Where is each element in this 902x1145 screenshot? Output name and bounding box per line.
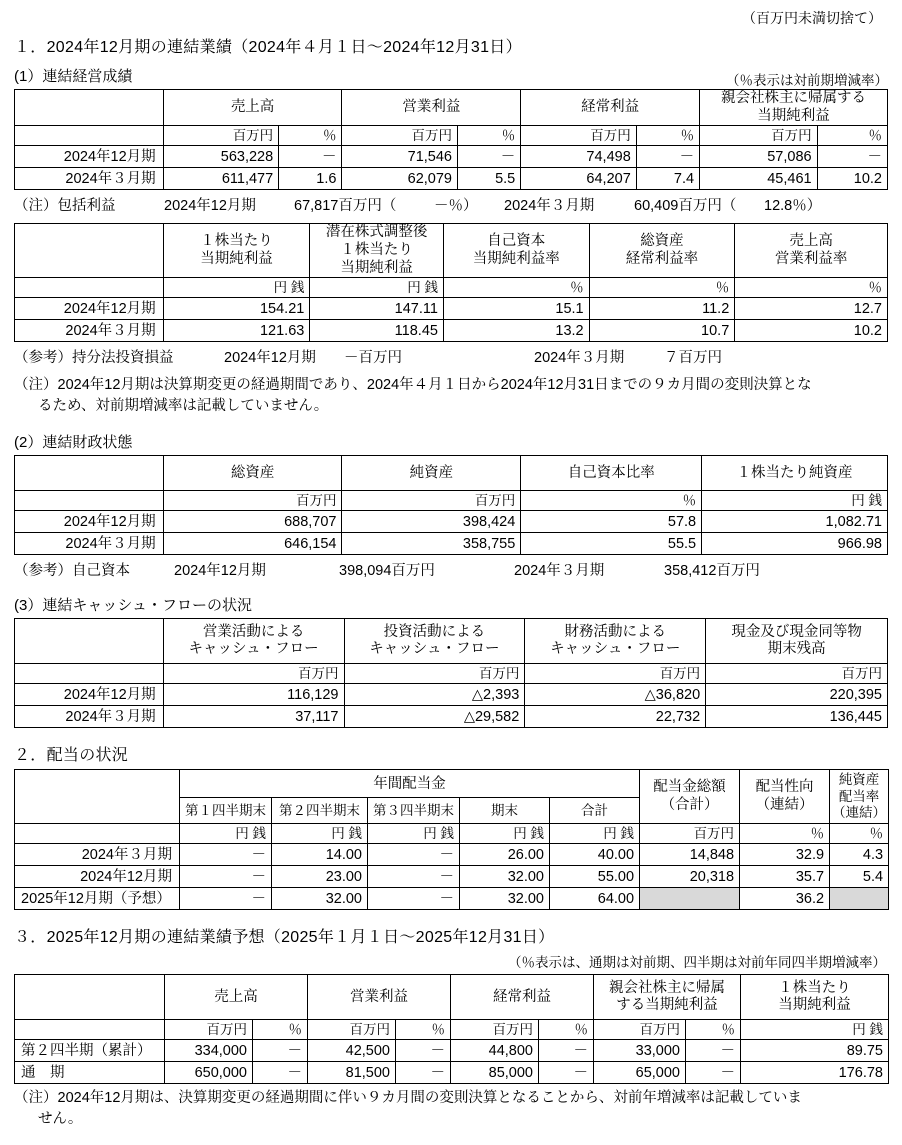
unit-0: 百万円 bbox=[165, 1020, 253, 1040]
cell: 57,086 bbox=[700, 146, 818, 168]
table-header-row bbox=[15, 456, 888, 491]
cell: 64,207 bbox=[521, 168, 637, 190]
cell: － bbox=[180, 866, 272, 888]
cell: 22,732 bbox=[525, 706, 706, 728]
unit-6: 百万円 bbox=[594, 1020, 686, 1040]
header-net-assets: 純資産 bbox=[342, 456, 521, 491]
cell: － bbox=[253, 1062, 308, 1084]
header-doe-line3: （連結） bbox=[832, 805, 887, 821]
cell: 35.7 bbox=[740, 866, 830, 888]
unit-blank bbox=[15, 664, 164, 684]
header-ordinary-income: 経常利益 bbox=[451, 975, 594, 1020]
note-lead: （参考）自己資本 bbox=[14, 563, 130, 580]
row-label: 2024年12月期 bbox=[15, 866, 180, 888]
header-net-income-line2: 当期純利益 bbox=[757, 107, 830, 124]
header-net-income bbox=[700, 90, 888, 126]
header-q1-end: 第１四半期末 bbox=[180, 798, 272, 824]
cell: 10.2 bbox=[817, 168, 887, 190]
cell: － bbox=[368, 866, 460, 888]
cell: 13.2 bbox=[443, 320, 589, 342]
cell: 154.21 bbox=[163, 298, 310, 320]
note-period-2: 2024年３月期 bbox=[534, 350, 625, 367]
unit-4: 百万円 bbox=[521, 126, 637, 146]
cell: 334,000 bbox=[165, 1040, 253, 1062]
cell: 147.11 bbox=[310, 298, 444, 320]
section-1-footnote-line2: るため、対前期増減率は記載していません。 bbox=[38, 398, 329, 415]
header-eps bbox=[163, 224, 310, 278]
table-unit-row bbox=[15, 278, 888, 298]
table-unit-row bbox=[15, 1020, 889, 1040]
table-row bbox=[15, 168, 888, 190]
cell: 5.5 bbox=[457, 168, 520, 190]
table-header-row bbox=[15, 224, 888, 278]
cell: 23.00 bbox=[272, 866, 368, 888]
table-header-row bbox=[15, 90, 888, 126]
note-period-2: 2024年３月期 bbox=[514, 563, 605, 580]
cell: － bbox=[180, 844, 272, 866]
cell: 11.2 bbox=[589, 298, 735, 320]
header-net-sales: 売上高 bbox=[165, 975, 308, 1020]
cell: △2,393 bbox=[344, 684, 525, 706]
cell: 64.00 bbox=[550, 888, 640, 910]
cell: 14,848 bbox=[640, 844, 740, 866]
cell: 563,228 bbox=[163, 146, 279, 168]
header-total-dividends bbox=[640, 770, 740, 824]
cell: 71,546 bbox=[342, 146, 458, 168]
table-row bbox=[15, 706, 888, 728]
row-label: 2025年12月期（予想） bbox=[15, 888, 180, 910]
table-row bbox=[15, 298, 888, 320]
section-1-3-title: (3）連結キャッシュ・フローの状況 bbox=[14, 597, 253, 615]
cell: 1,082.71 bbox=[702, 511, 888, 533]
table-row bbox=[15, 1062, 889, 1084]
row-label: 通 期 bbox=[15, 1062, 165, 1084]
note-period-1: 2024年12月期 bbox=[224, 350, 316, 367]
unit-6: ％ bbox=[740, 824, 830, 844]
header-roa bbox=[589, 224, 735, 278]
cell: 20,318 bbox=[640, 866, 740, 888]
per-share-ratios-table bbox=[14, 223, 888, 342]
cell: － bbox=[457, 146, 520, 168]
cell: 85,000 bbox=[451, 1062, 539, 1084]
corner-cell bbox=[15, 619, 164, 664]
cell: 32.00 bbox=[272, 888, 368, 910]
cell: － bbox=[368, 844, 460, 866]
note-value-1: 398,094百万円 bbox=[339, 563, 435, 580]
note-lead: （参考）持分法投資損益 bbox=[14, 350, 174, 367]
cell: 32.9 bbox=[740, 844, 830, 866]
section-1-title: １．2024年12月期の連結業績（2024年４月１日～2024年12月31日） bbox=[14, 39, 522, 56]
cell: 176.78 bbox=[741, 1062, 889, 1084]
header-doe-line1: 純資産 bbox=[838, 772, 880, 788]
row-label: 2024年12月期 bbox=[15, 511, 164, 533]
note-value-1: 67,817百万円（ bbox=[294, 198, 397, 215]
header-cash-equivalents bbox=[706, 619, 888, 664]
header-investing-cf-line1: 投資活動による bbox=[383, 623, 486, 640]
cell: 44,800 bbox=[451, 1040, 539, 1062]
unit-4: 円 銭 bbox=[550, 824, 640, 844]
header-operating-cf-line1: 営業活動による bbox=[202, 623, 305, 640]
header-annual-dividend: 年間配当金 bbox=[180, 770, 640, 798]
cell: 42,500 bbox=[308, 1040, 396, 1062]
unit-6: 百万円 bbox=[700, 126, 818, 146]
note-value-2: 60,409百万円（ bbox=[634, 198, 737, 215]
unit-0: 円 銭 bbox=[180, 824, 272, 844]
cell: 26.00 bbox=[460, 844, 550, 866]
header-eps-line1: １株当たり bbox=[200, 233, 273, 250]
unit-7: ％ bbox=[830, 824, 889, 844]
cell: － bbox=[396, 1062, 451, 1084]
corner-cell bbox=[15, 975, 165, 1020]
unit-2: 円 銭 bbox=[368, 824, 460, 844]
cell: － bbox=[636, 146, 699, 168]
cell: 33,000 bbox=[594, 1040, 686, 1062]
cell: － bbox=[539, 1062, 594, 1084]
cell: 611,477 bbox=[163, 168, 279, 190]
header-total-dividends-line2: （合計） bbox=[660, 796, 719, 813]
header-operating-income: 営業利益 bbox=[308, 975, 451, 1020]
row-label: 第２四半期（累計） bbox=[15, 1040, 165, 1062]
header-eps-line2: 当期純利益 bbox=[778, 997, 851, 1014]
header-payout-ratio-line2: （連結） bbox=[755, 796, 814, 813]
section-3-footnote-line1: （注）2024年12月期は、決算期変更の経過期間に伴い９カ月間の変則決算となることから、対前年増減率は記載していま bbox=[14, 1090, 802, 1107]
header-diluted-eps bbox=[310, 224, 444, 278]
dividends-table bbox=[14, 769, 888, 910]
unit-1: 円 銭 bbox=[310, 278, 444, 298]
unit-4: 百万円 bbox=[451, 1020, 539, 1040]
cell: 10.7 bbox=[589, 320, 735, 342]
table-header-row bbox=[15, 619, 888, 664]
corner-cell bbox=[15, 770, 180, 824]
header-payout-ratio-line1: 配当性向 bbox=[755, 779, 814, 796]
note-period-1: 2024年12月期 bbox=[174, 563, 266, 580]
header-net-sales: 売上高 bbox=[163, 90, 342, 126]
header-roa-line2: 経常利益率 bbox=[625, 250, 699, 267]
section-1-1-title: (1）連結経営成績 bbox=[14, 68, 133, 85]
cell: － bbox=[817, 146, 887, 168]
cell: 4.3 bbox=[830, 844, 889, 866]
cell-shaded bbox=[830, 888, 889, 910]
unit-5: ％ bbox=[636, 126, 699, 146]
header-q2-end: 第２四半期末 bbox=[272, 798, 368, 824]
header-equity-ratio: 自己資本比率 bbox=[521, 456, 702, 491]
cell: 220,395 bbox=[706, 684, 888, 706]
note-value-2: ７百万円 bbox=[664, 350, 722, 367]
consolidated-results-table bbox=[14, 89, 888, 190]
unit-5: 百万円 bbox=[640, 824, 740, 844]
table-row bbox=[15, 844, 889, 866]
note-rate-1: －％） bbox=[434, 198, 478, 215]
unit-0: 百万円 bbox=[163, 126, 279, 146]
cell: 36.2 bbox=[740, 888, 830, 910]
section-1-footnote bbox=[14, 375, 888, 417]
header-operating-cf bbox=[163, 619, 344, 664]
note-period-2: 2024年３月期 bbox=[504, 198, 595, 215]
cell: △29,582 bbox=[344, 706, 525, 728]
row-label: 2024年12月期 bbox=[15, 298, 164, 320]
unit-0: 百万円 bbox=[163, 491, 342, 511]
header-roe bbox=[443, 224, 589, 278]
cell: 358,755 bbox=[342, 533, 521, 555]
header-cash-equivalents-line2: 期末残高 bbox=[767, 641, 826, 658]
header-bps: １株当たり純資産 bbox=[702, 456, 888, 491]
comprehensive-income-note bbox=[14, 194, 888, 215]
cash-flow-table bbox=[14, 618, 888, 728]
section-3-note: （％表示は、通期は対前期、四半期は対前年同四半期増減率） bbox=[508, 955, 886, 971]
cell: 81,500 bbox=[308, 1062, 396, 1084]
unit-blank bbox=[15, 1020, 165, 1040]
unit-blank bbox=[15, 126, 164, 146]
cell: － bbox=[396, 1040, 451, 1062]
cell: 688,707 bbox=[163, 511, 342, 533]
header-doe-line2: 配当率 bbox=[838, 788, 880, 804]
forecast-table bbox=[14, 974, 888, 1084]
row-label: 2024年３月期 bbox=[15, 168, 164, 190]
unit-0: 円 銭 bbox=[163, 278, 310, 298]
section-1-footnote-line1: （注）2024年12月期は決算期変更の経過期間であり、2024年４月１日から2024年12月31日までの９カ月間の変則決算とな bbox=[14, 377, 812, 394]
row-label: 2024年３月期 bbox=[15, 533, 164, 555]
header-cash-equivalents-line1: 現金及び現金同等物 bbox=[731, 623, 862, 640]
table-unit-row bbox=[15, 664, 888, 684]
header-dividend-on-equity bbox=[830, 770, 889, 824]
unit-0: 百万円 bbox=[163, 664, 344, 684]
unit-3: 円 銭 bbox=[702, 491, 888, 511]
header-roe-line2: 当期純利益率 bbox=[472, 250, 560, 267]
unit-7: ％ bbox=[686, 1020, 741, 1040]
section-3-footnote-line2: せん。 bbox=[38, 1111, 83, 1128]
cell: 57.8 bbox=[521, 511, 702, 533]
cell: 74,498 bbox=[521, 146, 637, 168]
unit-2: 百万円 bbox=[525, 664, 706, 684]
table-unit-row bbox=[15, 491, 888, 511]
header-roa-line1: 総資産 bbox=[640, 233, 684, 250]
corner-cell bbox=[15, 90, 164, 126]
cell: 118.45 bbox=[310, 320, 444, 342]
header-operating-cf-line2: キャッシュ・フロー bbox=[188, 641, 319, 658]
row-label: 2024年３月期 bbox=[15, 844, 180, 866]
table-row bbox=[15, 866, 889, 888]
header-diluted-eps-line3: 当期純利益 bbox=[340, 259, 413, 276]
unit-1: 円 銭 bbox=[272, 824, 368, 844]
cell: 116,129 bbox=[163, 684, 344, 706]
header-operating-margin-line1: 売上高 bbox=[789, 233, 833, 250]
unit-4: ％ bbox=[735, 278, 888, 298]
corner-cell bbox=[15, 224, 164, 278]
header-diluted-eps-line2: １株当たり bbox=[340, 242, 413, 259]
header-payout-ratio bbox=[740, 770, 830, 824]
header-financing-cf-line1: 財務活動による bbox=[564, 623, 666, 640]
unit-8: 円 銭 bbox=[741, 1020, 889, 1040]
header-financing-cf-line2: キャッシュ・フロー bbox=[550, 641, 681, 658]
unit-2: ％ bbox=[521, 491, 702, 511]
cell: 32.00 bbox=[460, 888, 550, 910]
unit-3: ％ bbox=[589, 278, 735, 298]
cell: 7.4 bbox=[636, 168, 699, 190]
cell: 121.63 bbox=[163, 320, 310, 342]
header-operating-income: 営業利益 bbox=[342, 90, 521, 126]
cell-shaded bbox=[640, 888, 740, 910]
cell: 10.2 bbox=[735, 320, 888, 342]
own-capital-note bbox=[14, 559, 888, 580]
header-diluted-eps-line1: 潜在株式調整後 bbox=[325, 224, 428, 241]
cell: 1.6 bbox=[279, 168, 342, 190]
cell: 55.5 bbox=[521, 533, 702, 555]
note-period-1: 2024年12月期 bbox=[164, 198, 256, 215]
equity-method-note bbox=[14, 346, 888, 367]
section-1-1-note: （％表示は対前期増減率） bbox=[726, 73, 888, 88]
header-eps-line2: 当期純利益 bbox=[200, 250, 273, 267]
note-value-2: 358,412百万円 bbox=[664, 563, 760, 580]
header-q3-end: 第３四半期末 bbox=[368, 798, 460, 824]
financial-position-table bbox=[14, 455, 888, 555]
cell: 62,079 bbox=[342, 168, 458, 190]
cell: 32.00 bbox=[460, 866, 550, 888]
table-row bbox=[15, 146, 888, 168]
header-year-end: 期末 bbox=[460, 798, 550, 824]
unit-3: 百万円 bbox=[706, 664, 888, 684]
header-net-income-line1: 親会社株主に帰属する bbox=[721, 90, 867, 106]
header-net-income-line1: 親会社株主に帰属 bbox=[609, 979, 725, 996]
header-financing-cf bbox=[525, 619, 706, 664]
unit-1: 百万円 bbox=[344, 664, 525, 684]
unit-1: 百万円 bbox=[342, 491, 521, 511]
cell: 398,424 bbox=[342, 511, 521, 533]
header-investing-cf-line2: キャッシュ・フロー bbox=[369, 641, 500, 658]
unit-blank bbox=[15, 491, 164, 511]
section-1-2-title: (2）連結財政状態 bbox=[14, 434, 133, 452]
header-total: 合計 bbox=[550, 798, 640, 824]
unit-3: 円 銭 bbox=[460, 824, 550, 844]
table-row bbox=[15, 1040, 889, 1062]
unit-5: ％ bbox=[539, 1020, 594, 1040]
header-net-income-line2: する当期純利益 bbox=[616, 997, 718, 1014]
note-rate-2: 12.8％） bbox=[764, 198, 822, 215]
cell: 650,000 bbox=[165, 1062, 253, 1084]
section-2-title: ２．配当の状況 bbox=[14, 747, 129, 765]
table-row bbox=[15, 320, 888, 342]
table-row bbox=[15, 533, 888, 555]
unit-1: ％ bbox=[279, 126, 342, 146]
header-eps-line1: １株当たり bbox=[778, 979, 851, 996]
unit-blank bbox=[15, 824, 180, 844]
cell: － bbox=[686, 1062, 741, 1084]
cell: △36,820 bbox=[525, 684, 706, 706]
unit-2: ％ bbox=[443, 278, 589, 298]
note-lead: （注）包括利益 bbox=[14, 198, 116, 215]
header-total-dividends-line1: 配当金総額 bbox=[653, 779, 726, 796]
unit-2: 百万円 bbox=[308, 1020, 396, 1040]
table-row bbox=[15, 684, 888, 706]
unit-blank bbox=[15, 278, 164, 298]
cell: 5.4 bbox=[830, 866, 889, 888]
table-header-row-1 bbox=[15, 770, 889, 798]
cell: 12.7 bbox=[735, 298, 888, 320]
cell: 14.00 bbox=[272, 844, 368, 866]
header-net-income bbox=[594, 975, 741, 1020]
note-value-1: －百万円 bbox=[344, 350, 402, 367]
cell: 55.00 bbox=[550, 866, 640, 888]
table-header-row bbox=[15, 975, 889, 1020]
unit-7: ％ bbox=[817, 126, 887, 146]
cell: 65,000 bbox=[594, 1062, 686, 1084]
section-3-title: ３．2025年12月期の連結業績予想（2025年１月１日～2025年12月31日） bbox=[14, 929, 555, 947]
cell: 136,445 bbox=[706, 706, 888, 728]
row-label: 2024年３月期 bbox=[15, 706, 164, 728]
table-row bbox=[15, 888, 889, 910]
cell: － bbox=[253, 1040, 308, 1062]
header-unit-note: （百万円未満切捨て） bbox=[742, 10, 882, 26]
cell: － bbox=[368, 888, 460, 910]
cell: 45,461 bbox=[700, 168, 818, 190]
row-label: 2024年12月期 bbox=[15, 146, 164, 168]
cell: － bbox=[279, 146, 342, 168]
header-investing-cf bbox=[344, 619, 525, 664]
cell: 966.98 bbox=[702, 533, 888, 555]
cell: － bbox=[539, 1040, 594, 1062]
cell: － bbox=[686, 1040, 741, 1062]
header-roe-line1: 自己資本 bbox=[487, 233, 546, 250]
cell: 37,117 bbox=[163, 706, 344, 728]
unit-3: ％ bbox=[396, 1020, 451, 1040]
table-unit-row bbox=[15, 824, 889, 844]
cell: 646,154 bbox=[163, 533, 342, 555]
header-operating-margin bbox=[735, 224, 888, 278]
header-eps bbox=[741, 975, 889, 1020]
corner-cell bbox=[15, 456, 164, 491]
header-total-assets: 総資産 bbox=[163, 456, 342, 491]
table-unit-row bbox=[15, 126, 888, 146]
header-ordinary-income: 経常利益 bbox=[521, 90, 700, 126]
header-operating-margin-line2: 営業利益率 bbox=[774, 250, 848, 267]
row-label: 2024年３月期 bbox=[15, 320, 164, 342]
cell: 15.1 bbox=[443, 298, 589, 320]
section-3-footnote bbox=[14, 1088, 888, 1130]
unit-2: 百万円 bbox=[342, 126, 458, 146]
cell: 89.75 bbox=[741, 1040, 889, 1062]
unit-3: ％ bbox=[457, 126, 520, 146]
unit-1: ％ bbox=[253, 1020, 308, 1040]
cell: 40.00 bbox=[550, 844, 640, 866]
table-row bbox=[15, 511, 888, 533]
row-label: 2024年12月期 bbox=[15, 684, 164, 706]
cell: － bbox=[180, 888, 272, 910]
